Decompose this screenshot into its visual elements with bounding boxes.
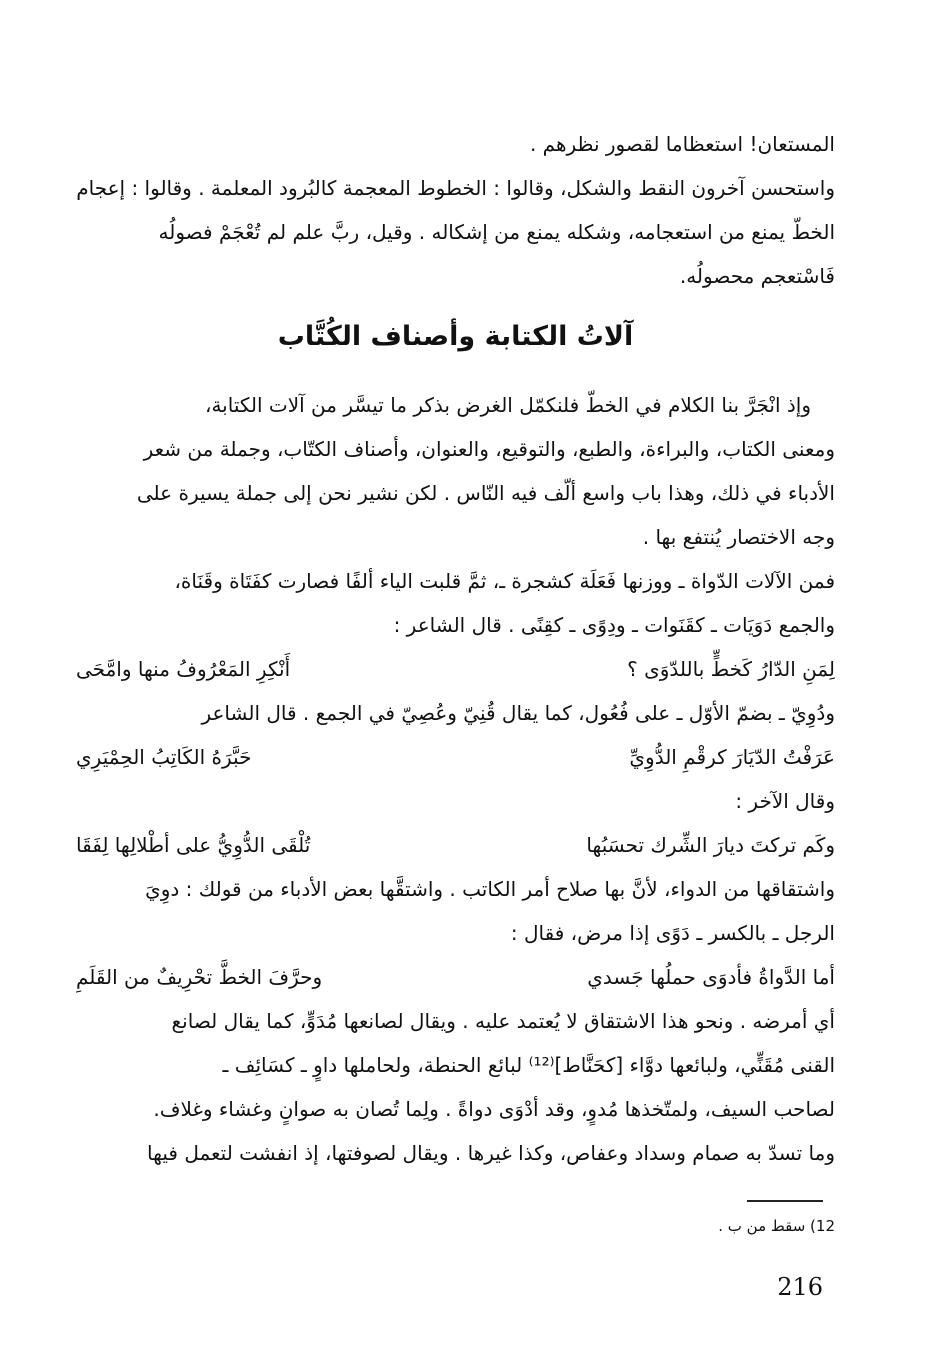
section-heading: آلاتُ الكتابة وأصناف الكُتَّاب xyxy=(277,321,634,352)
verse-first-hemistich: وكَم تركتَ ديارَ الشِّرك تحسَبُها xyxy=(586,833,835,857)
text-line: والجمع دَوَيَات ـ كقَنَوات ـ ودِوًى ـ كقِنًى . قال الشاعر : xyxy=(393,613,835,637)
verse-first-hemistich: لِمَنِ الدّارُ كَخطٍّ باللدّوَى ؟ xyxy=(627,657,835,681)
page-number: 216 xyxy=(777,1273,823,1301)
text-line: فَاسْتعجم محصولُه. xyxy=(679,264,835,288)
text-line: فمن الآلات الدّواة ـ ووزنها فَعَلَة كشجرة ـ، ثمَّ قلبت الياء ألفًا فصارت كفَتَاة وقَنَاة، xyxy=(174,569,835,593)
text-line: لصاحب السيف، ولمتّخذها مُدوٍ، وقد أدْوَى دواةً . ولِما تُصان به صوانٍ وغشاء وغلاف. xyxy=(153,1097,835,1121)
text-line: واستحسن آخرون النقط والشكل، وقالوا : الخطوط المعجمة كالبُرود المعلمة . وقالوا : إعجام xyxy=(76,176,835,200)
poem-verse xyxy=(76,649,835,689)
verse-first-hemistich: عَرَفْتُ الدّيَارَ كرقْمِ الدُّوِيِّ xyxy=(629,745,835,769)
poem-verse xyxy=(76,957,835,997)
text-line: واشتقاقها من الدواء، لأنَّ بها صلاح أمر الكاتب . واشتقَّها بعض الأدباء من قولك : دوِيَ xyxy=(145,877,835,901)
verse-second-hemistich: حَبَّرَهُ الكَاتِبُ الحِمْيَرِي xyxy=(76,745,252,769)
text-line: الخطّ يمنع من استعجامه، وشكله يمنع من إشكاله . وقيل، ربَّ علم لم تُعْجَمْ فصولُه xyxy=(158,220,835,244)
text-line: أي أمرضه . ونحو هذا الاشتقاق لا يُعتمد عليه . ويقال لصانعها مُدَوٍّ، كما يقال لصانع xyxy=(171,1009,835,1033)
text-line: وجه الاختصار يُنتفع بها . xyxy=(642,525,835,549)
text-line: المستعان! استعظاما لقصور نظرهم . xyxy=(529,132,835,156)
footnote: 12) سقط من ب . xyxy=(718,1217,835,1235)
text-line: ودُوِيّ ـ بضمّ الأوّل ـ على فُعُول، كما يقال قُنِيّ وعُصِيّ في الجمع . قال الشاعر xyxy=(201,701,835,725)
footnote-divider xyxy=(747,1200,823,1202)
verse-second-hemistich: وحرَّفَ الخطَّ تحْرِيفٌ من القَلَمِ xyxy=(76,965,323,989)
text-line: وما تسدّ به صمام وسداد وعفاص، وكذا غيرها . ويقال لصوفتها، إذ انفشت لتعمل فيها xyxy=(147,1141,835,1165)
text-line: وإذ انْجَرَّ بنا الكلام في الخطّ فلنكمّل الغرض بذكر ما تيسَّر من آلات الكتابة، xyxy=(204,393,811,417)
text-line: ومعنى الكتاب، والبراءة، والطبع، والتوقيع، والعنوان، وأصناف الكتّاب، وجملة من شعر xyxy=(143,437,835,461)
verse-first-hemistich: أما الدَّواةُ فأدوَى حملُها جَسدي xyxy=(587,965,835,989)
verse-second-hemistich: تُلْقَى الدُّوِيُّ على أطْلالِها لِفَقَا xyxy=(76,833,311,857)
text-line: القنى مُقَنٍّي، ولبائعها دوَّاء [كحَنَّاط]⁽¹²⁾ لبائع الحنطة، ولحاملها داوٍ ـ كسَائِف ـ xyxy=(222,1053,835,1077)
poem-verse xyxy=(76,825,835,865)
text-line: وقال الآخر : xyxy=(735,789,835,813)
poem-verse xyxy=(76,737,835,777)
text-line: الرجل ـ بالكسر ـ دَوًى إذا مرض، فقال : xyxy=(510,921,835,945)
verse-second-hemistich: أَنْكِرِ المَعْرُوفُ منها وامَّحَى xyxy=(76,657,291,681)
text-line: الأدباء في ذلك، وهذا باب واسع ألّف فيه النّاس . لكن نشير نحن إلى جملة يسيرة على xyxy=(136,481,835,505)
